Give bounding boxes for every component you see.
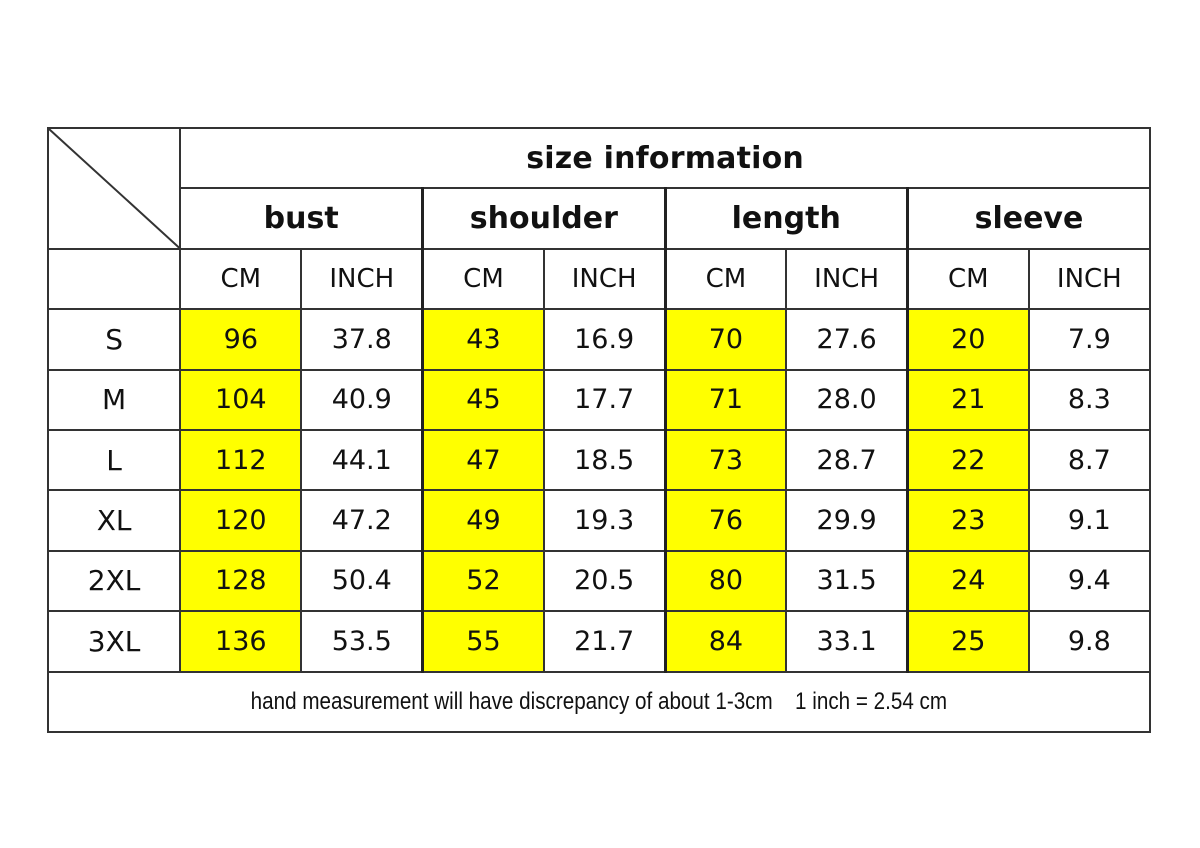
cm-value-cell: 55 <box>423 611 544 671</box>
table-row <box>48 309 1150 369</box>
inch-value-cell: 33.1 <box>786 611 907 671</box>
cm-value-cell: 76 <box>665 490 786 550</box>
size-label: L <box>48 430 180 490</box>
inch-value-cell: 28.7 <box>786 430 907 490</box>
table-row <box>48 430 1150 490</box>
inch-value-cell: 17.7 <box>544 370 665 430</box>
inch-value-cell: 44.1 <box>301 430 422 490</box>
cm-value-cell: 96 <box>180 309 301 369</box>
diagonal-line <box>49 129 179 248</box>
table-title: size information <box>180 128 1150 188</box>
cm-value-cell: 49 <box>423 490 544 550</box>
unit-header-7: INCH <box>1029 249 1150 309</box>
cm-value-cell: 25 <box>907 611 1028 671</box>
inch-value-cell: 27.6 <box>786 309 907 369</box>
unit-header-0: CM <box>180 249 301 309</box>
inch-value-cell: 47.2 <box>301 490 422 550</box>
cm-value-cell: 120 <box>180 490 301 550</box>
size-label: S <box>48 309 180 369</box>
inch-value-cell: 8.3 <box>1029 370 1150 430</box>
cm-value-cell: 80 <box>665 551 786 611</box>
cm-value-cell: 24 <box>907 551 1028 611</box>
unit-header-2: CM <box>423 249 544 309</box>
inch-value-cell: 16.9 <box>544 309 665 369</box>
inch-value-cell: 31.5 <box>786 551 907 611</box>
unit-header-5: INCH <box>786 249 907 309</box>
inch-value-cell: 7.9 <box>1029 309 1150 369</box>
unit-header-3: INCH <box>544 249 665 309</box>
cm-value-cell: 21 <box>907 370 1028 430</box>
size-label: 3XL <box>48 611 180 671</box>
unit-header-4: CM <box>665 249 786 309</box>
size-chart-table <box>47 127 1151 733</box>
group-header-0: bust <box>180 188 422 248</box>
group-header-1: shoulder <box>423 188 665 248</box>
cm-value-cell: 23 <box>907 490 1028 550</box>
discrepancy-note: hand measurement will have discrepancy of about 1-3cm <box>250 687 773 715</box>
cm-value-cell: 22 <box>907 430 1028 490</box>
unit-header-6: CM <box>907 249 1028 309</box>
cm-value-cell: 136 <box>180 611 301 671</box>
cm-value-cell: 73 <box>665 430 786 490</box>
cm-value-cell: 20 <box>907 309 1028 369</box>
group-header-3: sleeve <box>907 188 1150 248</box>
table-row <box>48 490 1150 550</box>
inch-value-cell: 28.0 <box>786 370 907 430</box>
group-header-2: length <box>665 188 907 248</box>
inch-value-cell: 50.4 <box>301 551 422 611</box>
corner-diagonal-cell <box>48 128 180 249</box>
inch-value-cell: 20.5 <box>544 551 665 611</box>
measurement-note <box>48 672 1150 732</box>
table-row <box>48 551 1150 611</box>
inch-value-cell: 19.3 <box>544 490 665 550</box>
inch-value-cell: 21.7 <box>544 611 665 671</box>
cm-value-cell: 112 <box>180 430 301 490</box>
table-row <box>48 611 1150 671</box>
cm-value-cell: 45 <box>423 370 544 430</box>
inch-value-cell: 9.1 <box>1029 490 1150 550</box>
cm-value-cell: 47 <box>423 430 544 490</box>
cm-value-cell: 84 <box>665 611 786 671</box>
conversion-note: 1 inch = 2.54 cm <box>795 687 948 715</box>
table-row <box>48 370 1150 430</box>
size-label: XL <box>48 490 180 550</box>
inch-value-cell: 8.7 <box>1029 430 1150 490</box>
cm-value-cell: 128 <box>180 551 301 611</box>
unit-header-1: INCH <box>301 249 422 309</box>
inch-value-cell: 53.5 <box>301 611 422 671</box>
inch-value-cell: 18.5 <box>544 430 665 490</box>
inch-value-cell: 40.9 <box>301 370 422 430</box>
inch-value-cell: 29.9 <box>786 490 907 550</box>
cm-value-cell: 43 <box>423 309 544 369</box>
empty-header-cell <box>48 249 180 309</box>
size-label: 2XL <box>48 551 180 611</box>
cm-value-cell: 52 <box>423 551 544 611</box>
inch-value-cell: 37.8 <box>301 309 422 369</box>
inch-value-cell: 9.8 <box>1029 611 1150 671</box>
cm-value-cell: 104 <box>180 370 301 430</box>
cm-value-cell: 70 <box>665 309 786 369</box>
cm-value-cell: 71 <box>665 370 786 430</box>
size-label: M <box>48 370 180 430</box>
inch-value-cell: 9.4 <box>1029 551 1150 611</box>
